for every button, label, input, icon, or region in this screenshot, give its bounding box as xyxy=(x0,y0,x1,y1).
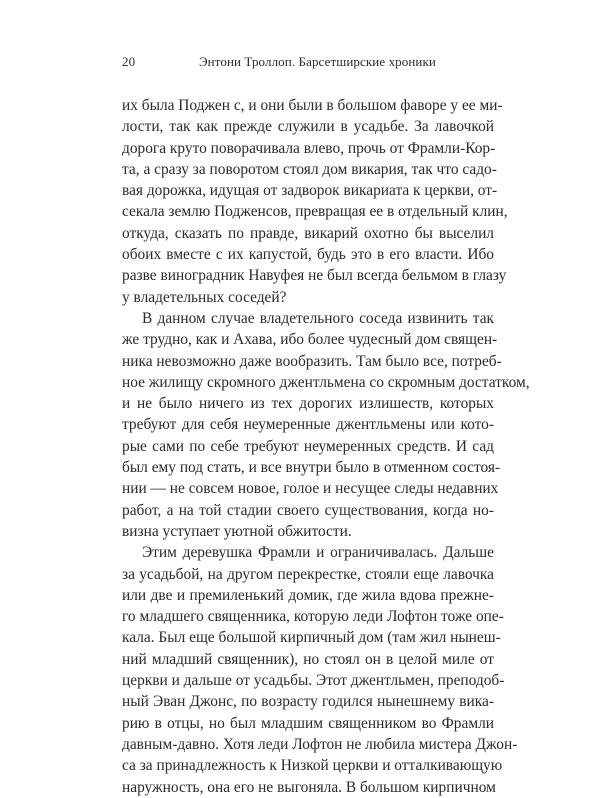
text-line: го младшего священника, которую леди Лофтон тоже опе- xyxy=(122,608,504,626)
page-number: 20 xyxy=(122,54,136,69)
text-line: работ, а на той стадии своего существования, когда но- xyxy=(122,501,494,519)
text-line: и не было ничего из тех дорогих излишеств, которых xyxy=(122,395,494,413)
text-line: ное жилищу скромного джентльмена со скромным достатком, xyxy=(122,373,530,391)
text-line: у владетельных соседей? xyxy=(122,288,287,306)
text-line: та, а сразу за поворотом стоял дом викария, так что садо- xyxy=(122,160,497,178)
text-line: ний младший священник), но стоял он в целой миле от xyxy=(122,650,494,668)
body-text xyxy=(122,95,530,798)
text-line: рые сами по себе требуют неумеренных средств. И сад xyxy=(122,437,494,455)
text-line: откуда, сказать по правде, викарий охотно бы выселил xyxy=(122,224,494,242)
text-line: наружность, она его не выгоняла. В большом кирпичном xyxy=(122,778,496,796)
text-line: Этим деревушка Фрамли и ограничивалась. Дальше xyxy=(142,544,494,562)
text-line: требуют для себя неумеренные джентльмены или кото- xyxy=(122,416,494,434)
text-line: обоих вместе с их капустой, будь это в его власти. Ибо xyxy=(122,246,494,264)
text-line: давным-давно. Хотя леди Лофтон не любила мистера Джон- xyxy=(122,735,518,753)
text-line: кала. Был еще большой кирпичный дом (там жил нынеш- xyxy=(122,629,501,647)
text-line: лости, так как прежде служили в усадьбе. За лавочкой xyxy=(122,118,494,136)
text-line: рию в отцы, но был младшим священником во Фрамли xyxy=(122,714,494,732)
text-line: ный Эван Джонс, по возрасту годился нынешнему вика- xyxy=(122,693,494,711)
text-line: церкви и дальше от усадьбы. Этот джентльмен, преподоб- xyxy=(122,672,505,690)
text-line: В данном случае владетельного соседа извинить так xyxy=(142,309,494,327)
text-line: секала землю Подженсов, превращая ее в отдельный клин, xyxy=(122,203,508,221)
text-line: или две и премиленький домик, где жила вдова прежне- xyxy=(122,586,494,604)
text-line: их была Поджен с, и они были в большом фаворе у ее ми- xyxy=(122,97,503,114)
text-line: вая дорожка, идущая от задворок викариата к церкви, от- xyxy=(122,182,498,200)
text-line: был ему под стать, и все внутри было в отменном состоя- xyxy=(122,459,501,477)
text-line: са за принадлежность к Низкой церкви и отталкивающую xyxy=(122,757,503,775)
running-title: Энтони Троллоп. Барсетширские хроники xyxy=(199,54,436,69)
text-line: ника невозможно даже вообразить. Там было все, потреб- xyxy=(122,352,502,370)
text-line: дорога круто поворачивала влево, прочь от Фрамли-Кор- xyxy=(122,139,496,157)
text-line: нии — не совсем новое, голое и несущее следы недавних xyxy=(122,480,499,498)
text-line: разве виноградник Навуфея не был всегда бельмом в глазу xyxy=(122,267,507,285)
text-line: же трудно, как и Ахава, ибо более чудесный дом священ- xyxy=(122,331,498,349)
text-line: за усадьбой, на другом перекрестке, стояли еще лавочка xyxy=(122,565,494,583)
text-line: визна уступает уютной обжитости. xyxy=(122,522,352,540)
page-header xyxy=(122,54,490,74)
